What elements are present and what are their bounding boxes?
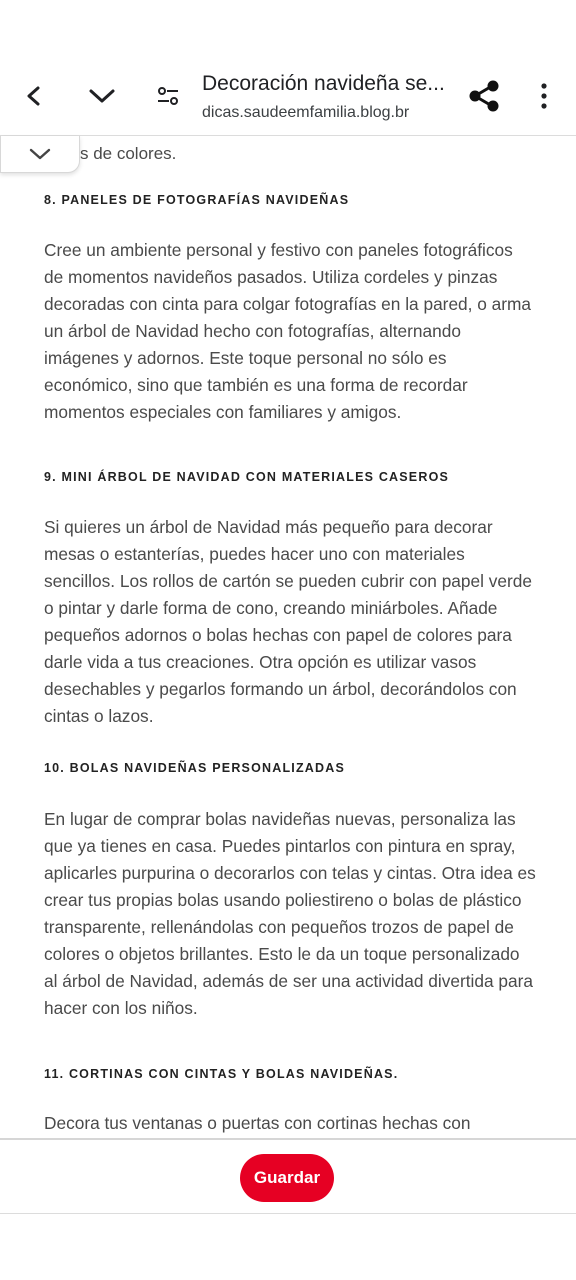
- section-heading-9: 9. MINI ÁRBOL DE NAVIDAD CON MATERIALES CASEROS: [44, 470, 450, 484]
- section-heading-11: 11. CORTINAS CON CINTAS Y BOLAS NAVIDEÑAS.: [44, 1067, 399, 1081]
- section-heading-8: 8. PANELES DE FOTOGRAFÍAS NAVIDEÑAS: [44, 193, 350, 207]
- partial-text: s de colores.: [80, 144, 177, 163]
- collapse-toggle-button[interactable]: [0, 136, 80, 173]
- section-paragraph-9: Si quieres un árbol de Navidad más pequeño para decorar mesas o estanterías, puedes hacer uno con materiales sencillos. Los rollos de cartón se pueden cubrir con papel verde o pintar y darle forma de cono, creando miniárboles. Añade pequeños adornos o bolas hechas con papel de colores para darle vida a tus creaciones. Otra opción es utilizar vasos desechables y pegarlos formando un árbol, decorándolos con cintas o lazos.: [44, 517, 533, 726]
- page-title[interactable]: Decoración navideña se...: [202, 72, 445, 95]
- section-heading-10: 10. BOLAS NAVIDEÑAS PERSONALIZADAS: [44, 761, 346, 775]
- page-url[interactable]: dicas.saudeemfamilia.blog.br: [202, 104, 410, 121]
- save-button[interactable]: Guardar: [240, 1154, 334, 1202]
- page-info[interactable]: [202, 70, 452, 124]
- article-content[interactable]: [44, 136, 536, 1138]
- bottom-action-bar: [0, 1138, 576, 1214]
- chevron-down-icon: [29, 147, 51, 161]
- tune-icon[interactable]: [148, 74, 188, 118]
- share-icon[interactable]: [462, 72, 506, 120]
- section-paragraph-11: Decora tus ventanas o puertas con cortinas hechas con: [44, 1113, 471, 1133]
- back-arrow-icon[interactable]: [14, 74, 54, 118]
- more-vert-icon[interactable]: [526, 72, 562, 120]
- browser-toolbar: [0, 0, 576, 136]
- section-paragraph-10: En lugar de comprar bolas navideñas nuevas, personaliza las que ya tienes en casa. Puedes pintarlos con pintura en spray, aplicarles purpurina o decorarlos con telas y cintas. Otra idea es crear tus propias bolas usando poliestireno o bolas de plástico transparente, rellenándolas con pequeños trozos de papel de colores o objetos brillantes. Esto le da un toque personalizado al árbol de Navidad, además de ser una actividad divertida para hacer con los niños.: [44, 809, 536, 1018]
- section-paragraph-8: Cree un ambiente personal y festivo con paneles fotográficos de momentos navideños pasados. Utiliza cordeles y pinzas decoradas con cinta para colgar fotografías en la pared, o arma un árbol de Navidad hecho con fotografías, alternando imágenes y adornos. Este toque personal no sólo es económico, sino que también es una forma de recordar momentos especiales con familiares y amigos.: [44, 240, 532, 422]
- chevron-down-icon[interactable]: [80, 74, 124, 118]
